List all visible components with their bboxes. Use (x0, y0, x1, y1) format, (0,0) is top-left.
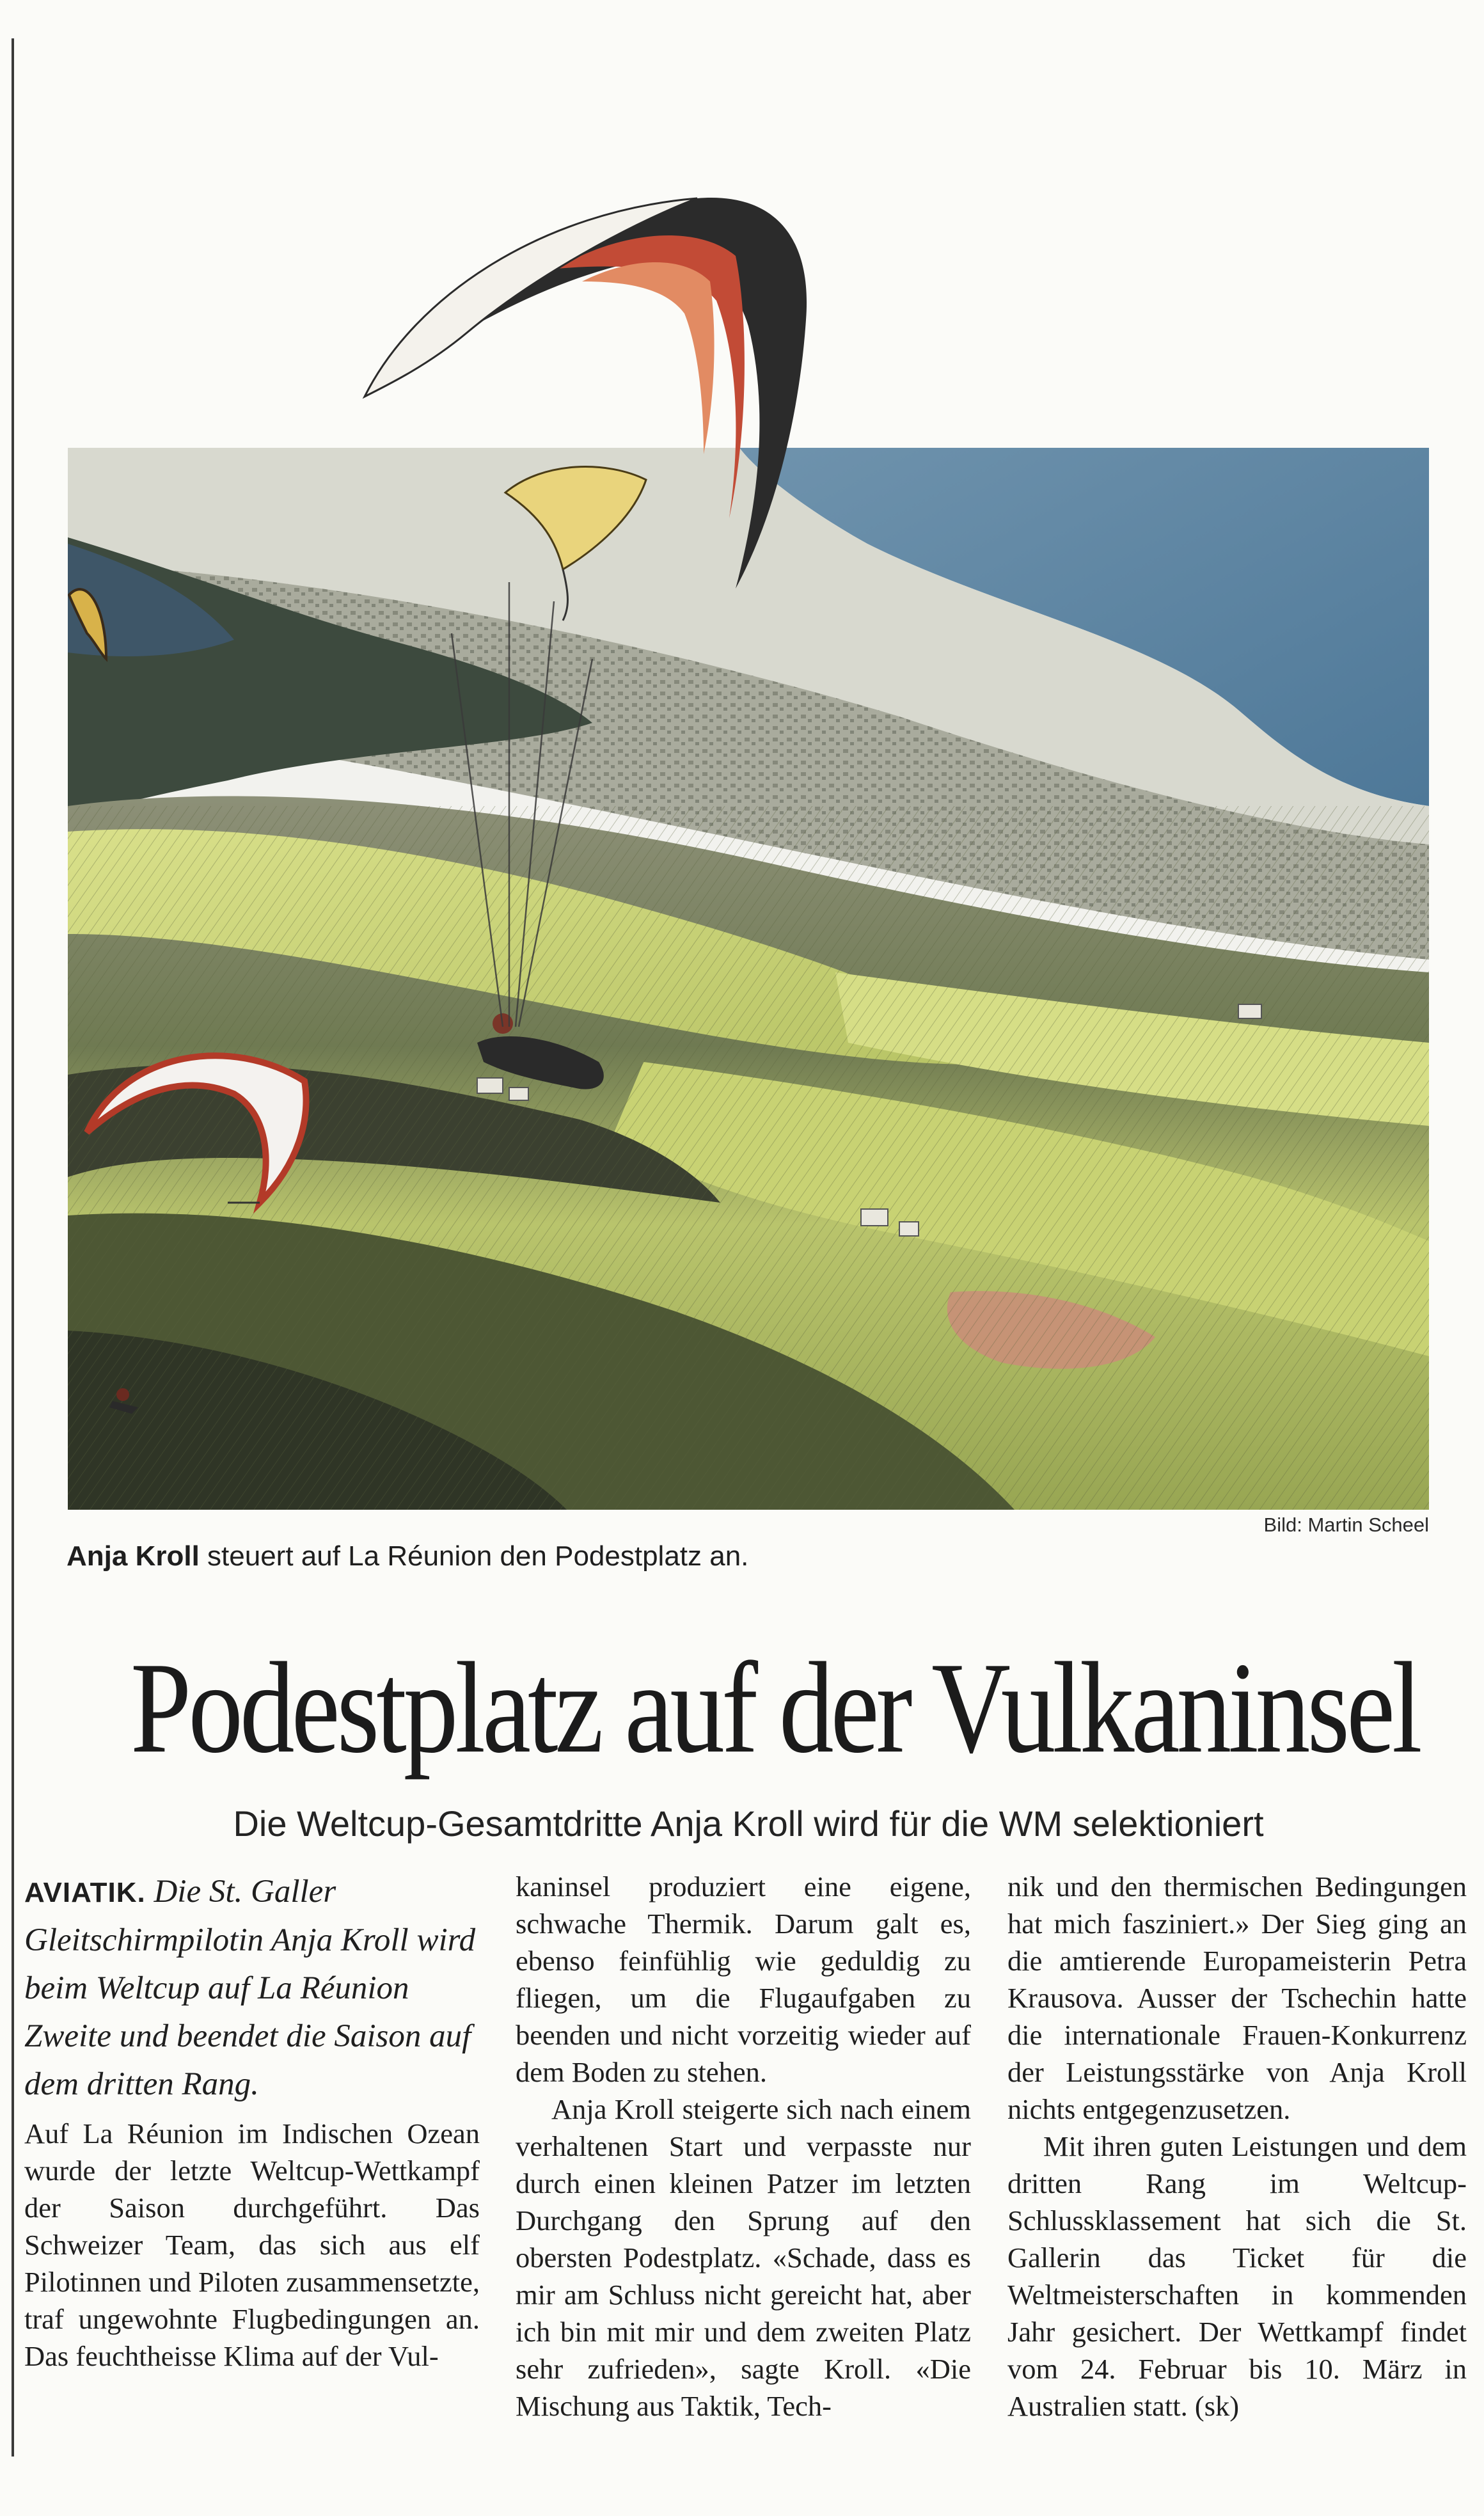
paragraph-1-part-2: kaninsel produziert eine eigene, schwache Thermik. Darum galt es, ebenso feinfühlig wie geduldig zu fliegen, um die Flugaufgaben zu beenden und nicht vorzeitig wieder auf dem Boden zu stehen. (516, 1871, 971, 2088)
photo-caption (67, 1540, 748, 1572)
paragraph-2-part-2: nik und den thermischen Bedingungen hat mich fasziniert.» Der Sieg ging an die amtierende Europameisterin Petra Krausova. Ausser der Tschechin hatte die internationale Frauen-Konkurrenz der Leistungsstärke von Anja Kroll nichts entgegenzusetzen. (1007, 1871, 1467, 2125)
headline: Podestplatz auf der Vulkaninsel (130, 1636, 1419, 1780)
rubric-label: AVIATIK. (24, 1877, 146, 1908)
article-lead (24, 1868, 480, 2109)
article-column-2 (516, 1868, 971, 2425)
paraglider-wing-icon (58, 160, 864, 672)
paragraph-3: Mit ihren guten Leistungen und dem dritten Rang im Weltcup-Schlussklassement hat sich die St. Gallerin das Ticket für die Weltmeisterschaften in kommenden Jahr gesichert. Der Wettkampf findet vom 24. Februar bis 10. März in Australien statt. (sk) (1007, 2130, 1467, 2422)
article-column-3 (1007, 1868, 1467, 2425)
subheadline: Die Weltcup-Gesamtdritte Anja Kroll wird für die WM selektioniert (233, 1803, 1264, 1844)
article-column-1 (24, 1868, 480, 2375)
photo-credit: Bild: Martin Scheel (1263, 1514, 1429, 1536)
paragraph-2-part-1: Anja Kroll steigerte sich nach einem verhaltenen Start und verpasste nur durch einen kleinen Patzer im letzten Durchgang den Sprung auf den obersten Podestplatz. «Schade, dass es mir am Schluss nicht gereicht hat, aber ich bin mit mir und dem zweiten Platz sehr zufrieden», sagte Kroll. «Die Mischung aus Taktik, Tech- (516, 2093, 971, 2422)
caption-name: Anja Kroll (67, 1540, 200, 1572)
paragraph-1-part-1: Auf La Réunion im Indischen Ozean wurde der letzte Weltcup-Wettkampf der Saison durchgeführt. Das Schweizer Team, das sich aus elf Pilotinnen und Piloten zusammensetzte, traf ungewohnte Flugbedingungen an. Das feuchtheisse Klima auf der Vul- (24, 2117, 480, 2372)
lead-text: Die St. Galler Gleitschirmpilotin Anja Kroll wird beim Weltcup auf La Réunion Zweite und beendet die Saison auf dem dritten Rang. (24, 1874, 476, 2102)
page-margin-rule (12, 38, 14, 2457)
caption-text: steuert auf La Réunion den Podestplatz an. (207, 1540, 749, 1572)
